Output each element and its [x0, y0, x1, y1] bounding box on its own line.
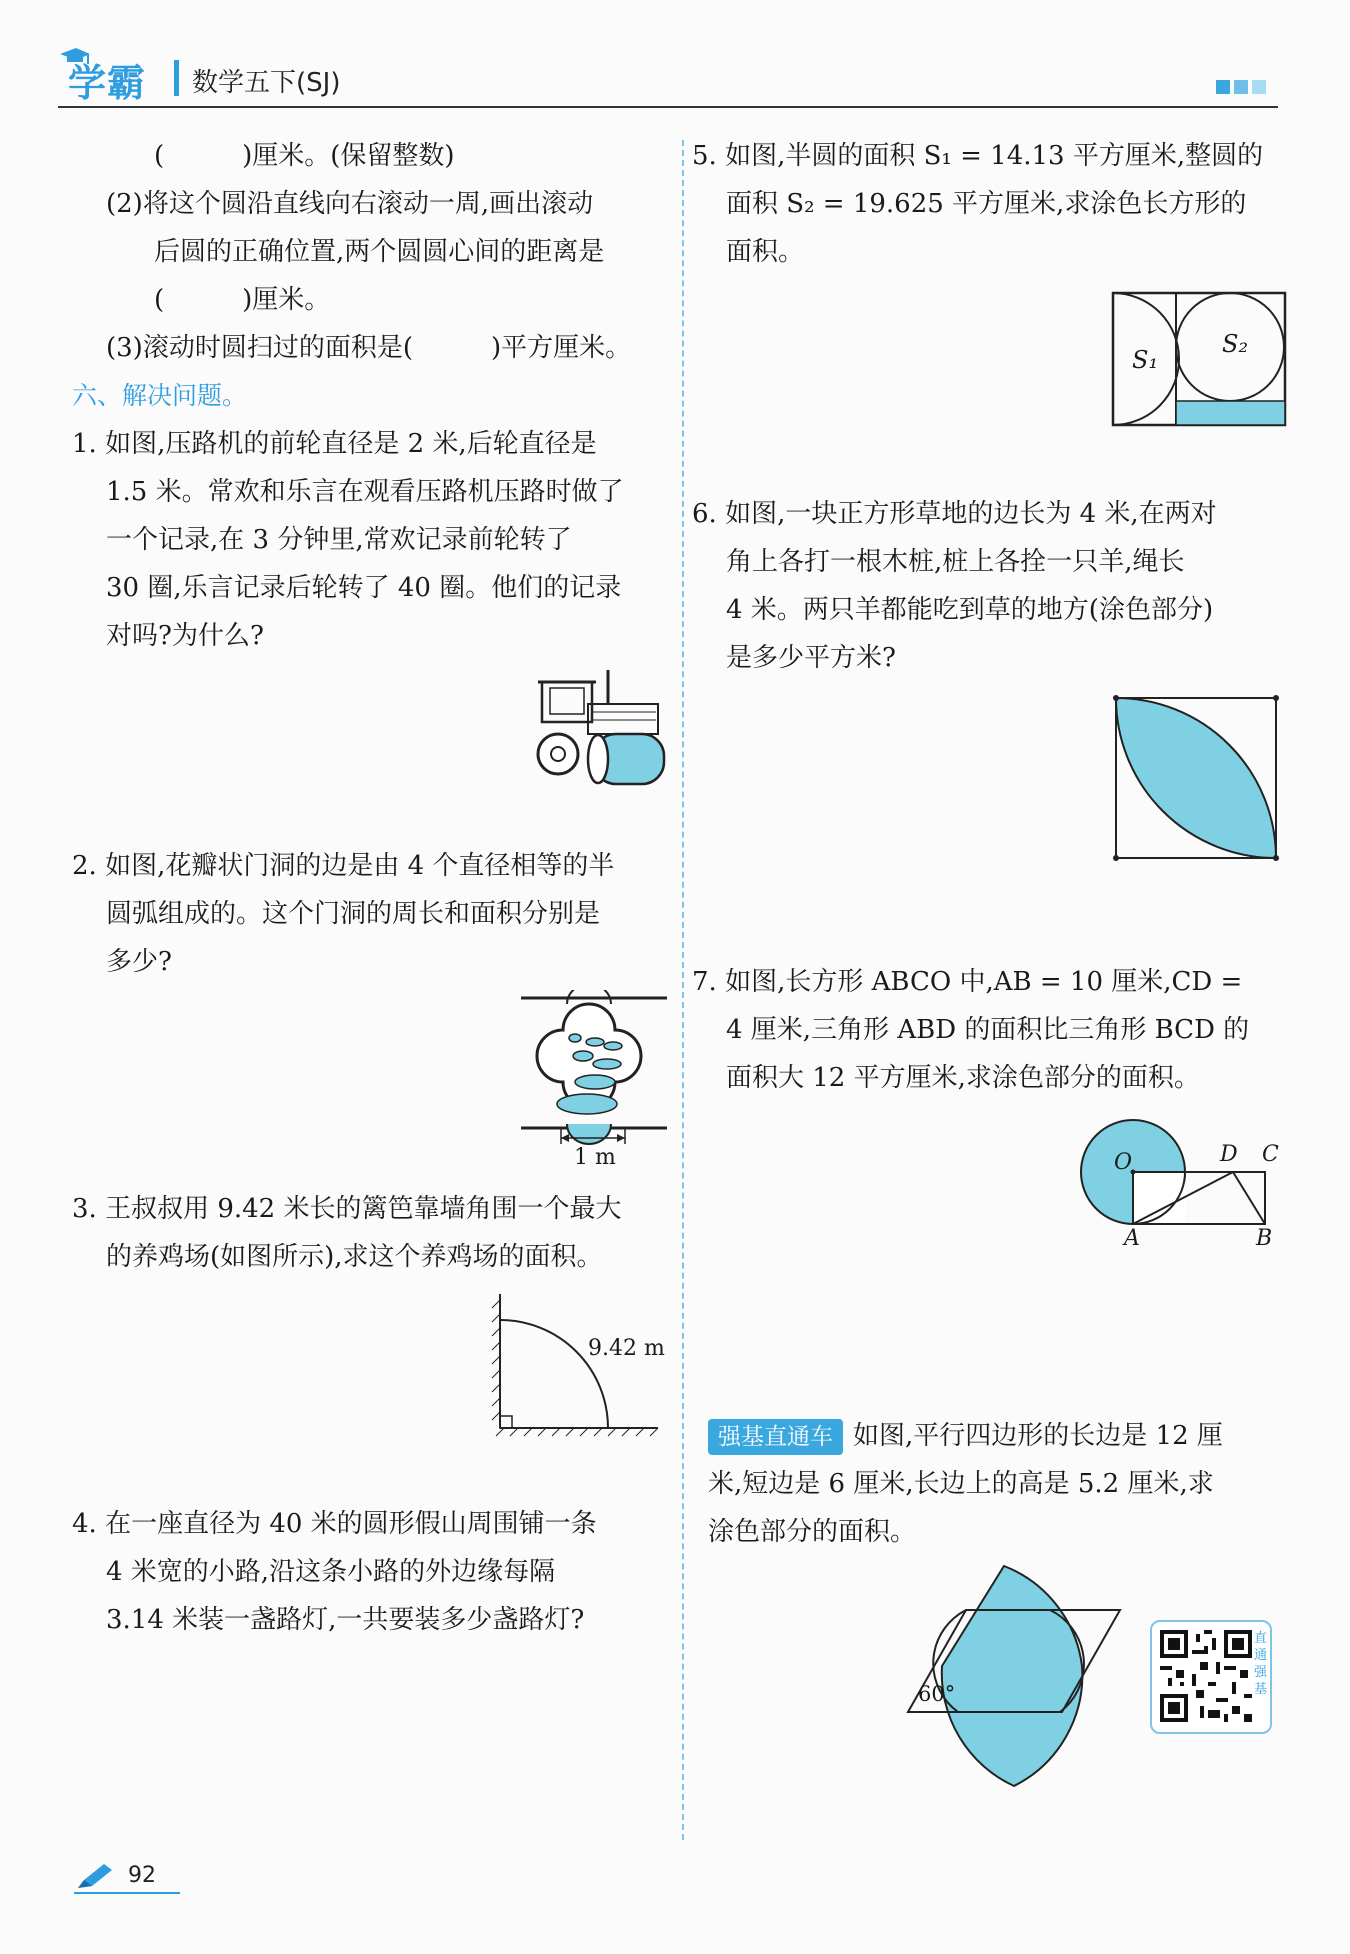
question-1 — [72, 420, 672, 660]
question-line: 6. 如图,一块正方形草地的边长为 4 米,在两对 — [692, 499, 1217, 529]
question-7 — [692, 958, 1292, 1102]
question-line: 1.5 米。常欢和乐言在观看压路机压路时做了 — [106, 477, 624, 507]
text-line: 后圆的正确位置,两个圆圆心间的距离是 — [154, 237, 605, 267]
page-header — [58, 52, 1278, 108]
text-line: (2)将这个圆沿直线向右滚动一周,画出滚动 — [106, 189, 594, 219]
question-3 — [72, 1185, 672, 1281]
question-line: 面积 S₂ = 19.625 平方厘米,求涂色长方形的 — [726, 189, 1247, 219]
fence-length-label: 9.42 m — [588, 1336, 665, 1361]
s2-label: S₂ — [1222, 330, 1249, 358]
question-line: 3.14 米装一盏路灯,一共要装多少盏路灯? — [106, 1605, 585, 1635]
angle-label: 60° — [918, 1682, 956, 1706]
left-column — [72, 132, 672, 420]
point-a-label: A — [1124, 1226, 1140, 1251]
point-b-label: B — [1256, 1226, 1273, 1251]
question-line: 涂色部分的面积。 — [708, 1517, 917, 1547]
question-line: 5. 如图,半圆的面积 S₁ = 14.13 平方厘米,整圆的 — [692, 141, 1264, 171]
question-line: 是多少平方米? — [726, 643, 896, 673]
question-line: 4 米。两只羊都能吃到草的地方(涂色部分) — [726, 595, 1214, 625]
footer-rule — [74, 1892, 180, 1894]
question-line: 2. 如图,花瓣状门洞的边是由 4 个直径相等的半 — [72, 851, 615, 881]
question-line: 面积。 — [726, 237, 805, 267]
question-line: 角上各打一根木桩,桩上各拴一只羊,绳长 — [726, 547, 1185, 577]
point-o-label: O — [1114, 1150, 1133, 1175]
header-rule — [58, 106, 1278, 108]
question-line: 4 厘米,三角形 ABD 的面积比三角形 BCD 的 — [726, 1015, 1250, 1045]
question-line: 面积大 12 平方厘米,求涂色部分的面积。 — [726, 1063, 1200, 1093]
question-line: 3. 王叔叔用 9.42 米长的篱笆靠墙角围一个最大 — [72, 1194, 622, 1224]
quarter-circle-figure — [490, 1290, 670, 1440]
text-line: ( )厘米。 — [154, 285, 331, 315]
qr-caption: 直通强基 — [1254, 1631, 1268, 1697]
page-number: 92 — [128, 1863, 156, 1888]
point-c-label: C — [1262, 1142, 1279, 1167]
question-line: 4 米宽的小路,沿这条小路的外边缘每隔 — [106, 1557, 556, 1587]
text-line: (3)滚动时圆扫过的面积是( )平方厘米。 — [106, 333, 632, 363]
question-line: 4. 在一座直径为 40 米的圆形假山周围铺一条 — [72, 1509, 597, 1539]
question-line: 多少? — [106, 947, 172, 977]
road-roller-figure — [528, 664, 668, 794]
challenge-badge: 强基直通车 — [708, 1419, 843, 1455]
question-line: 一个记录,在 3 分钟里,常欢记录前轮转了 — [106, 525, 572, 555]
question-2 — [72, 842, 672, 986]
door-width-label: 1 m — [574, 1145, 616, 1170]
question-4 — [72, 1500, 672, 1644]
section-heading: 六、解决问题。 — [72, 381, 248, 410]
book-title: 数学五下(SJ) — [192, 68, 341, 98]
pencil-icon — [74, 1862, 120, 1892]
square-lens-figure — [1110, 692, 1282, 864]
question-line: 对吗?为什么? — [106, 621, 264, 651]
header-decoration — [1216, 80, 1266, 94]
point-d-label: D — [1220, 1142, 1238, 1167]
question-line: 如图,平行四边形的长边是 12 厘 — [853, 1421, 1223, 1451]
question-line: 米,短边是 6 厘米,长边上的高是 5.2 厘米,求 — [708, 1469, 1214, 1499]
challenge-question — [708, 1412, 1288, 1556]
qr-code-icon[interactable] — [1160, 1630, 1252, 1722]
s1-label: S₁ — [1132, 346, 1159, 374]
logo-divider — [174, 60, 179, 96]
question-line: 1. 如图,压路机的前轮直径是 2 米,后轮直径是 — [72, 429, 597, 459]
text-line: ( )厘米。(保留整数) — [154, 141, 455, 171]
column-divider — [682, 140, 684, 1840]
question-line: 的养鸡场(如图所示),求这个养鸡场的面积。 — [106, 1242, 603, 1272]
rectangle-circle-figure — [1075, 1110, 1285, 1240]
question-line: 30 圈,乐言记录后轮转了 40 圈。他们的记录 — [106, 573, 622, 603]
logo-text: 学霸 — [68, 61, 147, 105]
parallelogram-figure — [900, 1560, 1130, 1790]
question-line: 7. 如图,长方形 ABCO 中,AB = 10 厘米,CD = — [692, 967, 1243, 997]
question-5 — [692, 132, 1292, 276]
question-line: 圆弧组成的。这个门洞的周长和面积分别是 — [106, 899, 601, 929]
qr-code-card[interactable] — [1150, 1620, 1272, 1734]
question-6 — [692, 490, 1292, 682]
